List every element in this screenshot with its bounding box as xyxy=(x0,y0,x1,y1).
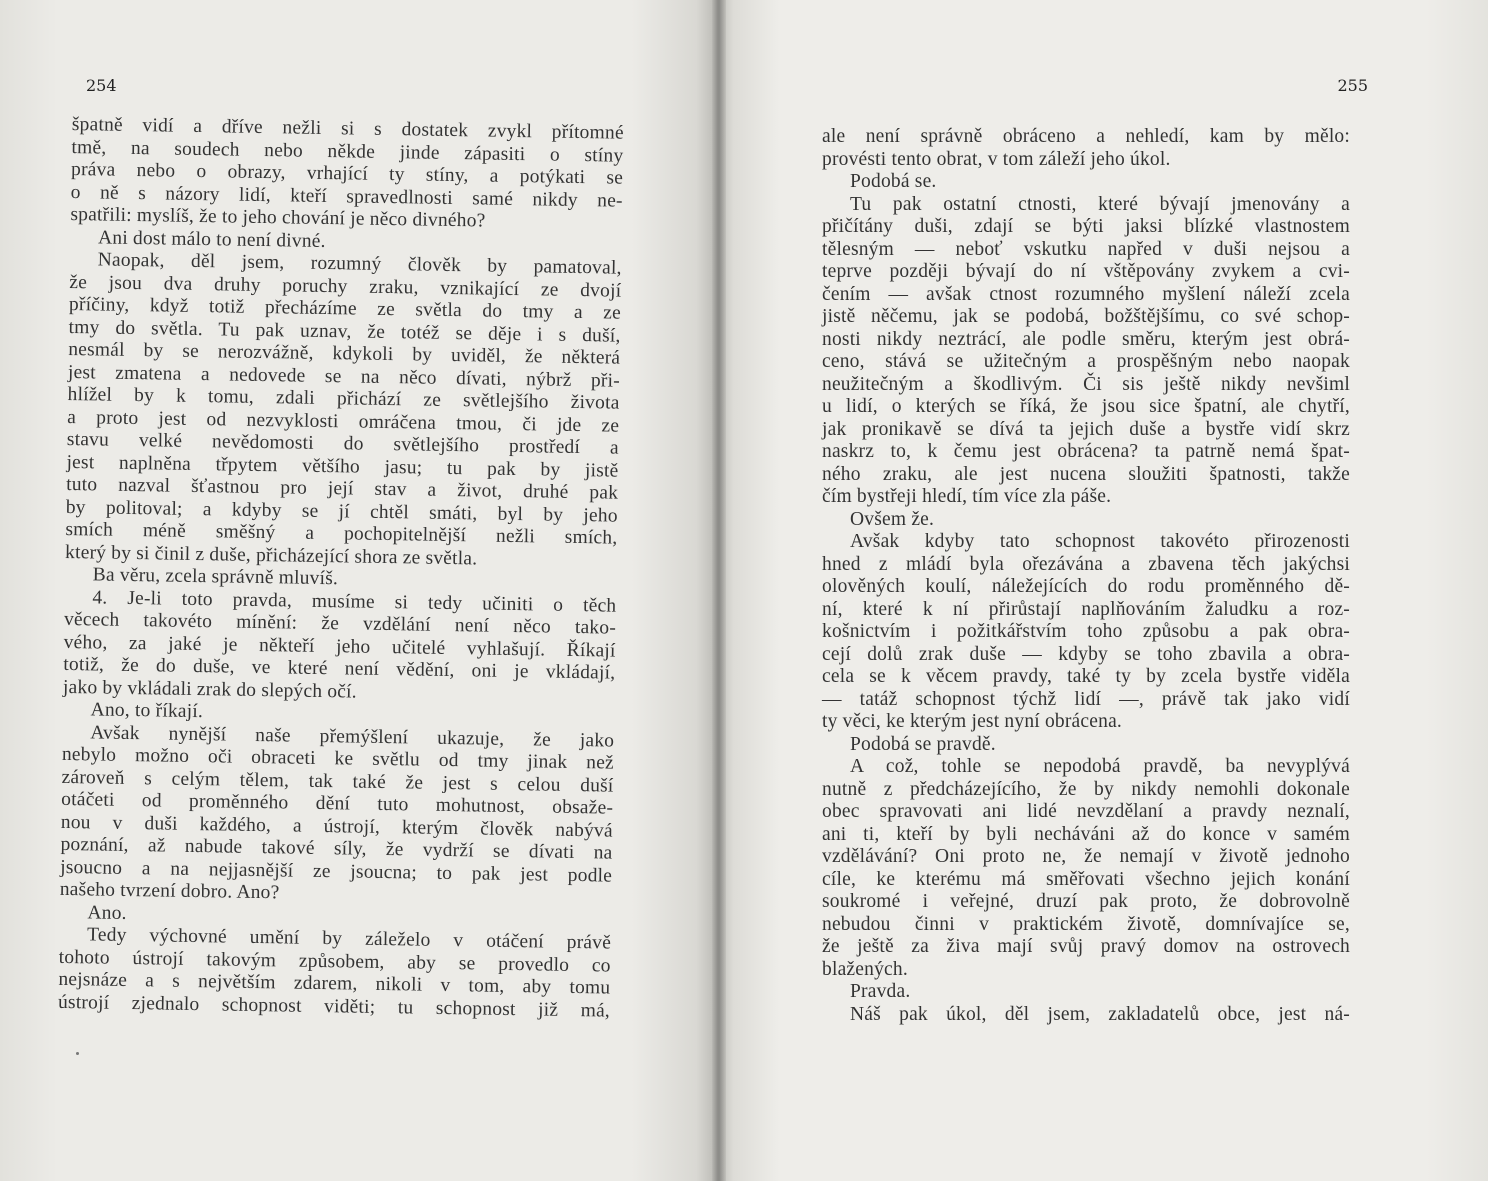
text-line: ale není správně obráceno a nehledí, kam by mělo: xyxy=(822,126,1350,147)
text-line: čením — avšak ctnost rozumného myšlení náleží zcela xyxy=(822,283,1350,305)
text-line: poznání, až nabude takové síly, že vydrží se dívati na xyxy=(60,833,613,864)
text-line: obec spravovati ani lidé nevzdělaní a pravdy neznalí, xyxy=(822,801,1350,822)
text-line: ného zraku, ale jest nucena sloužiti špatnosti, takže xyxy=(822,463,1350,485)
text-line: zároveň s celým tělem, tak také že jest s celou duší xyxy=(61,766,614,797)
text-line: Podobá se pravdě. xyxy=(850,733,996,755)
text-line: totiž, že do duše, ve které není vědění, oni je vkládají, xyxy=(63,653,616,684)
text-line: stavu velké nevědomosti do světlejšího prostředí a xyxy=(66,428,619,459)
text-line: cela se k věcem pravdy, také ty by zcela bystře viděla xyxy=(822,666,1350,687)
text-line: příčiny, když totiž přecházíme ze světla do tmy a ze xyxy=(68,293,622,324)
text-line: nebylo možno oči obraceti ke světlu od tmy jinak než xyxy=(61,743,615,774)
text-line: nejsnáze a s největším zdarem, nikoli v tom, aby tomu xyxy=(58,968,611,999)
text-line: práva nebo o obrazy, vrhající ty stíny, a potýkati se xyxy=(70,158,624,189)
text-line: by politoval; a kdyby se jí chtěl smáti, byl by jeho xyxy=(65,496,618,527)
text-line: 4. Je-li toto pravda, musíme si tedy učiniti o těch xyxy=(92,586,617,617)
left-page xyxy=(0,0,718,1181)
text-line: čím bystřeji hledí, tím více zla páše. xyxy=(822,486,1112,507)
text-line: neužitečným a škodlivým. Či sis ještě nikdy nevšiml xyxy=(822,373,1350,395)
ink-speck xyxy=(76,1052,79,1055)
text-line: košnictvím i požitkářstvím toho způsobu a pak obra- xyxy=(822,621,1350,642)
text-line: Náš pak úkol, děl jsem, zakladatelů obce, jest ná- xyxy=(850,1003,1350,1025)
text-line: provésti tento obrat, v tom záleží jeho úkol. xyxy=(822,148,1171,170)
left-page-number: 254 xyxy=(86,76,117,95)
text-line: soukromé i veřejné, druzí pak proto, že dobrovolně xyxy=(822,891,1350,912)
text-line: Avšak nynější naše přemýšlení ukazuje, že jako xyxy=(90,721,615,752)
text-line: tělesným — neboť vskutku napřed v duši nejsou a xyxy=(822,238,1350,260)
text-line: o ně s názory lidí, kteří spravedlnosti samé nikdy ne- xyxy=(70,181,623,212)
text-line: cíle, ke kterému má směřovati všechno jejich konání xyxy=(822,868,1350,890)
text-line: A což, tohle se nepodobá pravdě, ba nevyplývá xyxy=(850,756,1350,777)
text-line: hned z mládí byla ořezávána a zbavena těch jakýchsi xyxy=(822,553,1350,575)
text-line: otáčeti od proměnného dění tuto mohutnost, obsaže- xyxy=(61,788,614,819)
text-line: Ano, to říkají. xyxy=(90,699,204,723)
book-gutter xyxy=(712,0,726,1181)
text-line: Ano. xyxy=(87,901,127,924)
text-line: Tedy výchovné umění by záleželo v otáčení právě xyxy=(86,924,612,954)
text-line: olověných koulí, náležejících do rodu proměnného dě- xyxy=(822,576,1350,597)
text-line: naskrz to, k čemu jest obrácena? ta patrně nemá špat- xyxy=(822,441,1350,462)
text-line: ústrojí zjednalo schopnost viděti; tu schopnost již má, xyxy=(57,991,611,1022)
text-line: jest zmatena a nedovede se na něco dívati, nýbrž při- xyxy=(67,361,621,392)
text-line: tohoto ústrojí takovým způsobem, aby se provedlo co xyxy=(58,946,611,977)
text-line: ty věci, ke kterým jest nyní obrácena. xyxy=(822,711,1122,732)
text-line: ní, které k ní přirůstají naplňováním žaludku a roz- xyxy=(822,598,1350,620)
text-line: jistě něčemu, jak se podobá, božštějšímu, co své schop- xyxy=(822,306,1350,327)
text-line: Ovšem že. xyxy=(850,508,935,530)
text-line: vzdělávání? Oni proto ne, že nemají v životě jednoho xyxy=(822,846,1350,867)
text-line: Ba věru, zcela správně mluvíš. xyxy=(92,564,339,590)
text-line: nosti nikdy neztrácí, ale podle směru, kterým jest obrá- xyxy=(822,328,1350,350)
text-line: tmy do světla. Tu pak uznav, že totéž se děje i s duší, xyxy=(68,316,621,347)
text-line: tmě, na soudech nebo někde jinde zápasiti o stíny xyxy=(71,136,624,167)
text-line: přičítány duši, zdají se býti jaksi blízké vlastnostem xyxy=(822,216,1350,237)
text-line: — tatáž schopnost týchž lidí —, právě tak jako vidí xyxy=(822,688,1350,710)
text-line: Podobá se. xyxy=(850,171,937,192)
text-line: blažených. xyxy=(822,958,908,980)
text-line: ceno, stává se užitečným a prospěšným nebo naopak xyxy=(822,351,1350,372)
right-page xyxy=(718,0,1488,1181)
text-line: jest naplněna třpytem většího jasu; tu pak by jistě xyxy=(66,451,619,482)
text-line: nou v duši každého, a ústrojí, kterým člověk nabývá xyxy=(60,811,613,842)
text-line: a proto jest od nezvyklosti omráčena tmou, či jde ze xyxy=(67,406,620,437)
text-line: jako by vkládali zrak do slepých očí. xyxy=(62,676,357,703)
right-page-text xyxy=(822,126,1350,1026)
text-line: jsoucno a na nejjasnější ze jsoucna; to pak jest podle xyxy=(60,856,613,887)
text-line: smích méně směšný a pochopitelnější nežli smích, xyxy=(65,518,618,549)
text-line: že ještě za živa mají svůj pravý domov na ostrovech xyxy=(822,936,1350,957)
text-line: Pravda. xyxy=(850,981,911,1002)
text-line: teprve později bývají do ní vštěpovány zvykem a cvi- xyxy=(822,261,1350,282)
text-line: vého, za jaké je někteří jeho učitelé vyhlašují. Říkají xyxy=(63,631,616,662)
text-line: nesmál by se nerozvážně, kdykoli by uviděl, že některá xyxy=(68,338,621,369)
text-line: nebudou činni v praktickém životě, domnívajíce se, xyxy=(822,913,1350,935)
text-line: tuto nazval šťastnou pro její stav a život, druhé pak xyxy=(66,473,619,504)
text-line: cejí dolů zrak duše — kdyby se toho zbavila a obra- xyxy=(822,643,1350,665)
text-line: hlížel by k tomu, zdali přichází ze světlejšího života xyxy=(67,383,620,414)
text-line: našeho tvrzení dobro. Ano? xyxy=(59,878,280,904)
text-line: věcech takovéto mínění: že vzdělání není něco tako- xyxy=(63,608,617,639)
text-line: že jsou dva druhy poruchy zraku, vznikající ze dvojí xyxy=(69,271,622,302)
text-line: spatřili: myslíš, že to jeho chování je něco divného? xyxy=(70,203,486,232)
text-line: který by si činil z duše, přicházející shora ze světla. xyxy=(64,541,478,569)
text-line: Ani dost málo to není divné. xyxy=(97,226,326,252)
text-line: špatně vidí a dříve nežli si s dostatek zvykl přítomné xyxy=(71,114,624,144)
text-line: jak pronikavě se dívá ta jejich duše a bystře vidí skrz xyxy=(822,418,1350,440)
text-line: Naopak, děl jsem, rozumný člověk by pamatoval, xyxy=(97,249,622,279)
text-line: ani ti, kteří by byli necháváni až do konce v samém xyxy=(822,823,1350,845)
left-page-text xyxy=(58,114,624,1023)
text-line: Tu pak ostatní ctnosti, které bývají jmenovány a xyxy=(850,193,1350,215)
right-page-number: 255 xyxy=(1337,76,1368,95)
text-line: nutně z předcházejícího, že by nikdy nemohli dokonale xyxy=(822,778,1350,800)
text-line: u lidí, o kterých se říká, že jsou sice špatní, ale chytří, xyxy=(822,396,1350,417)
text-line: Avšak kdyby tato schopnost takovéto přirozenosti xyxy=(850,531,1350,552)
